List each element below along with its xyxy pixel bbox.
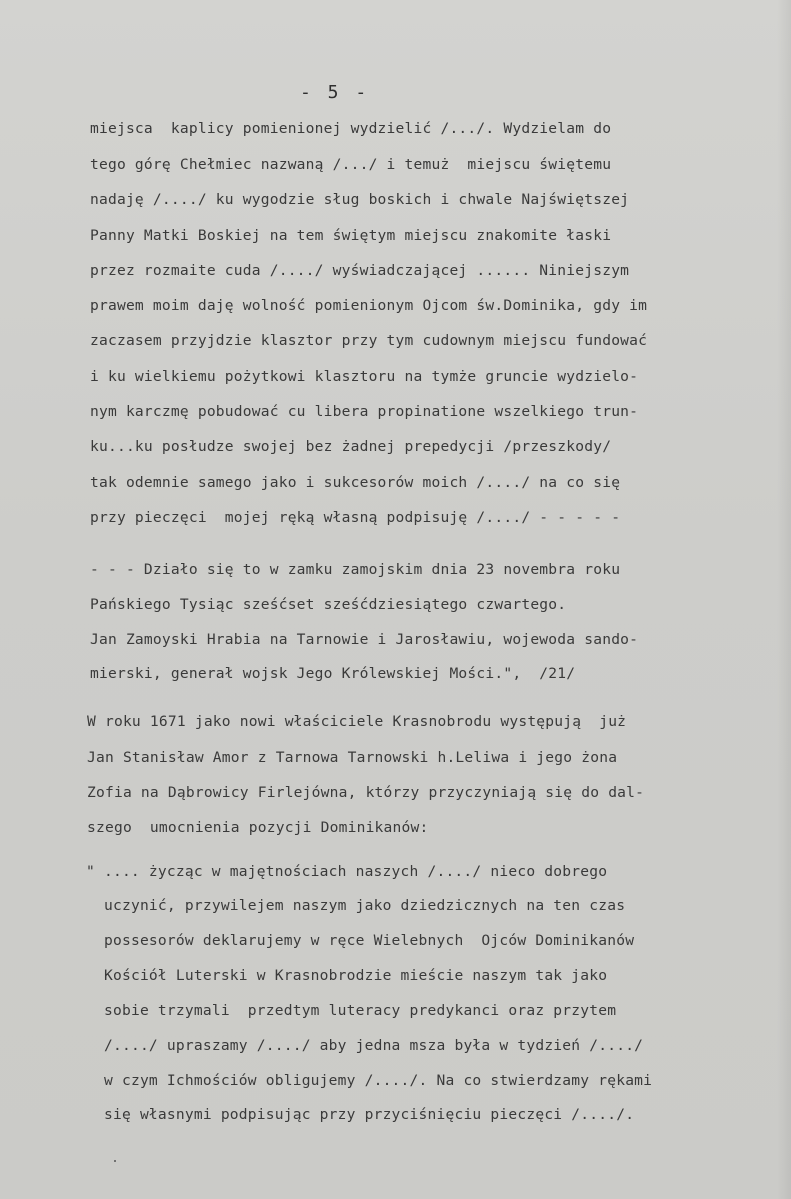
text-line: nym karczmę pobudować cu libera propinatione wszelkiego trun- <box>90 403 639 420</box>
text-line: tak odemnie samego jako i sukcesorów moich /..../ na co się <box>90 474 621 491</box>
text-line: possesorów deklarujemy w ręce Wielebnych Ojców Dominikanów <box>104 932 635 949</box>
text-line: mierski, generał wojsk Jego Królewskiej Mości.", /21/ <box>90 665 576 682</box>
text-line: przy pieczęci mojej ręką własną podpisuję /..../ - - - - - <box>90 509 621 526</box>
text-line: zaczasem przyjdzie klasztor przy tym cudownym miejscu fundować <box>90 332 648 349</box>
text-line: w czym Ichmościów obligujemy /..../. Na co stwierdzamy rękami <box>104 1072 653 1089</box>
page-edge-shadow <box>777 0 791 1199</box>
text-line: Pańskiego Tysiąc sześćset sześćdziesiątego czwartego. <box>90 596 567 613</box>
text-line: uczynić, przywilejem naszym jako dziedzicznych na ten czas <box>104 897 626 914</box>
text-line: /..../ upraszamy /..../ aby jedna msza była w tydzień /..../ <box>104 1037 644 1054</box>
text-line: przez rozmaite cuda /..../ wyświadczającej ...... Niniejszym <box>90 262 630 279</box>
text-line: sobie trzymali przedtym luteracy predykanci oraz przytem <box>104 1002 617 1019</box>
text-line: się własnymi podpisując przy przyciśnięciu pieczęci /..../. <box>104 1106 635 1123</box>
text-line: ku...ku posłudze swojej bez żadnej prepedycji /przeszkody/ <box>90 438 612 455</box>
text-line: - - - Działo się to w zamku zamojskim dnia 23 novembra roku <box>90 561 621 578</box>
text-line: Jan Stanisław Amor z Tarnowa Tarnowski h.Leliwa i jego żona <box>87 749 618 766</box>
text-line: miejsca kaplicy pomienionej wydzielić /.../. Wydzielam do <box>90 120 612 137</box>
page-number: - 5 - <box>300 82 370 103</box>
text-line: Zofia na Dąbrowicy Firlejówna, którzy przyczyniają się do dal- <box>87 784 645 801</box>
text-line: tego górę Chełmiec nazwaną /.../ i temuż miejscu świętemu <box>90 156 612 173</box>
text-line: " .... życząc w majętnościach naszych /..../ nieco dobrego <box>86 863 608 880</box>
text-line: Jan Zamoyski Hrabia na Tarnowie i Jarosławiu, wojewoda sando- <box>90 631 639 648</box>
paper-speck <box>114 1160 116 1162</box>
text-line: prawem moim daję wolność pomienionym Ojcom św.Dominika, gdy im <box>90 297 648 314</box>
text-line: nadaję /..../ ku wygodzie sług boskich i chwale Najświętszej <box>90 191 630 208</box>
text-line: W roku 1671 jako nowi właściciele Krasnobrodu występują już <box>87 713 627 730</box>
text-line: Kościół Luterski w Krasnobrodzie mieście naszym tak jako <box>104 967 608 984</box>
text-line: i ku wielkiemu pożytkowi klasztoru na tymże gruncie wydzielo- <box>90 368 639 385</box>
text-line: Panny Matki Boskiej na tem świętym miejscu znakomite łaski <box>90 227 612 244</box>
text-line: szego umocnienia pozycji Dominikanów: <box>87 819 429 836</box>
